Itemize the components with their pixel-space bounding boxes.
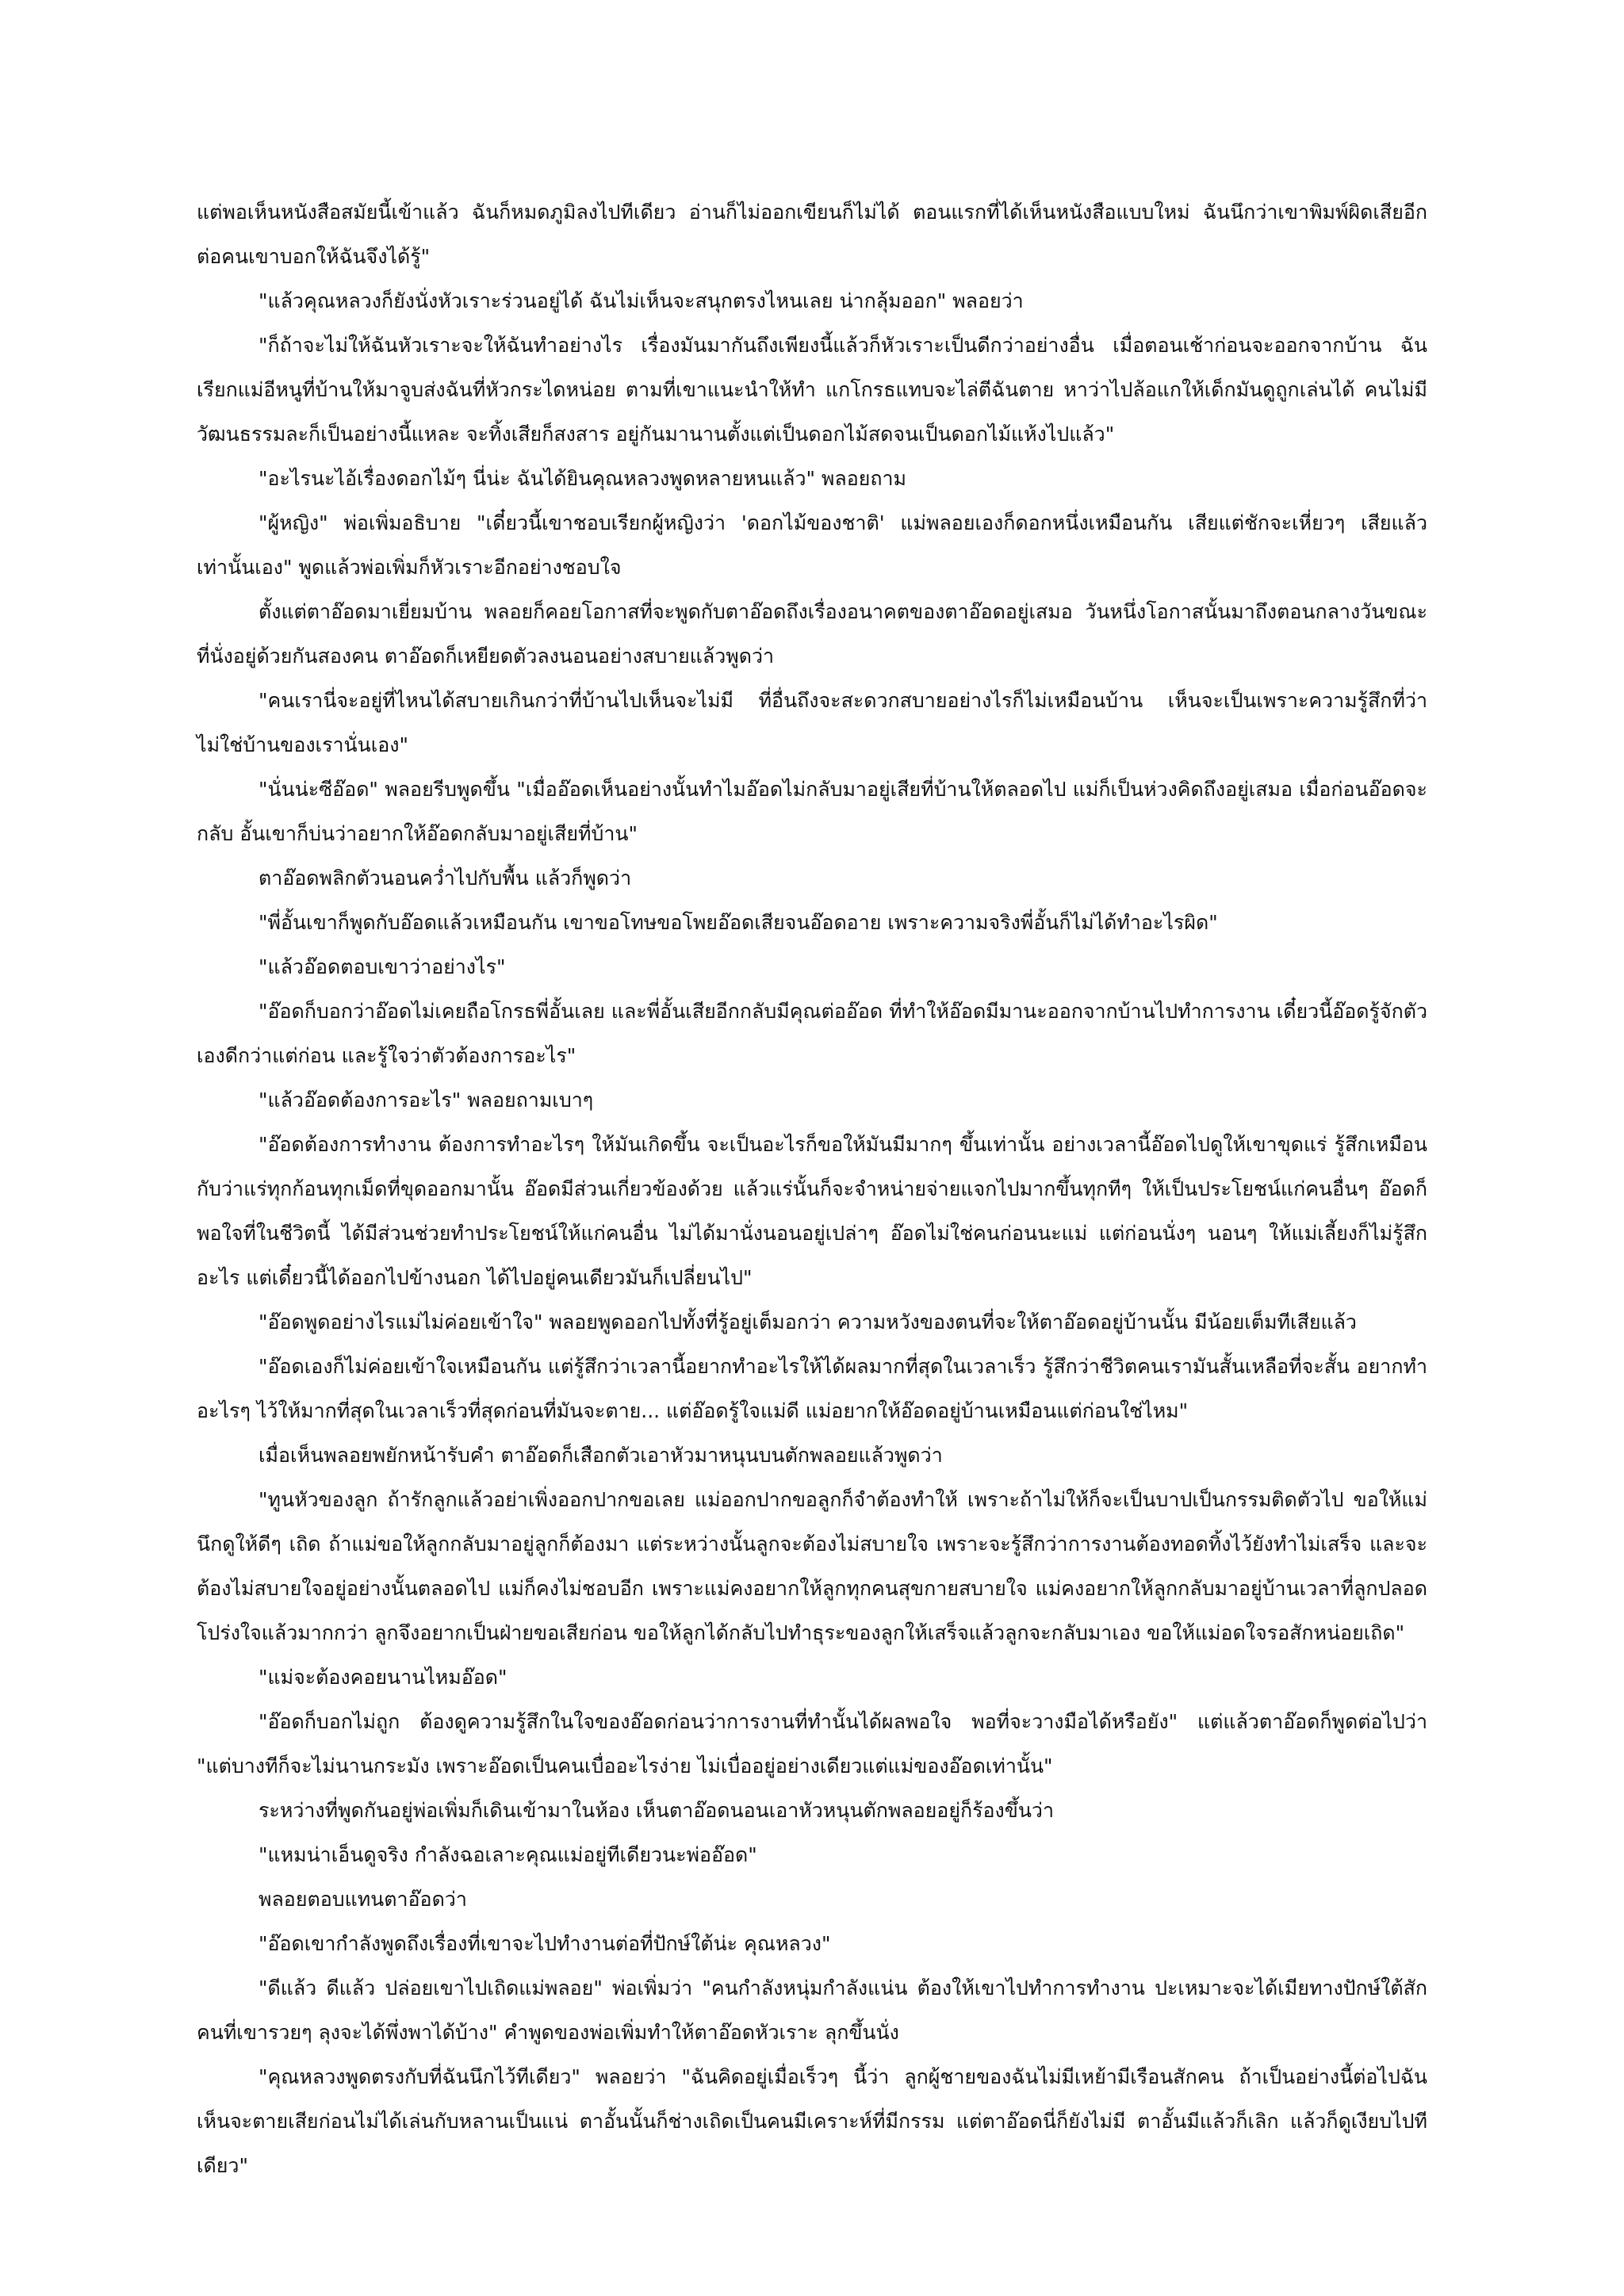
paragraph: "แล้วอ๊อดต้องการอะไร" พลอยถามเบาๆ	[259, 1089, 594, 1112]
paragraph: "ผู้หญิง" พ่อเพิ่มอธิบาย "เดี๋ยวนี้เขาชอบเรียกผู้หญิงว่า 'ดอกไม้ของชาติ' แม่พลอยเองก็ดอกหนึ่งเหมือนกัน เสียแต่ชักจะเหี่ยวๆ เสียแล้วเท่านั้นเอง" พูดแล้วพ่อเพิ่มก็หัวเราะอีกอย่างชอบใจ	[197, 511, 1427, 579]
paragraph: "แหมน่าเอ็นดูจริง กำลังฉอเลาะคุณแม่อยู่ทีเดียวนะพ่ออ๊อด"	[259, 1843, 757, 1866]
paragraph: "อ๊อดต้องการทำงาน ต้องการทำอะไรๆ ให้มันเกิดขึ้น จะเป็นอะไรก็ขอให้มันมีมากๆ ขึ้นเท่านั้น อย่างเวลานี้อ๊อดไปดูให้เขาขุดแร่ รู้สึกเหมือนกับว่าแร่ทุกก้อนทุกเม็ดที่ขุดออกมานั้น อ๊อดมีส่วนเกี่ยวข้องด้วย แล้วแร่นั้นก็จะจำหน่ายจ่ายแจกไปมากขึ้นทุกทีๆ ให้เป็นประโยชน์แก่คนอื่นๆ อ๊อดก็พอใจที่ในชีวิตนี้ ได้มีส่วนช่วยทำประโยชน์ให้แก่คนอื่น ไม่ได้มานั่งนอนอยู่เปล่าๆ อ๊อดไม่ใช่คนก่อนนะแม่ แต่ก่อนนั่งๆ นอนๆ ให้แม่เลี้ยงก็ไม่รู้สึกอะไร แต่เดี๋ยวนี้ได้ออกไปข้างนอก ได้ไปอยู่คนเดียวมันก็เปลี่ยนไป"	[197, 1133, 1427, 1289]
paragraph: "อ๊อดก็บอกไม่ถูก ต้องดูความรู้สึกในใจของอ๊อดก่อนว่าการงานที่ทำนั้นได้ผลพอใจ พอที่จะวางมือได้หรือยัง" แต่แล้วตาอ๊อดก็พูดต่อไปว่า "แต่บางทีก็จะไม่นานกระมัง เพราะอ๊อดเป็นคนเบื่ออะไรง่าย ไม่เบื่ออยู่อย่างเดียวแต่แม่ของอ๊อดเท่านั้น"	[197, 1710, 1427, 1777]
paragraph: พลอยตอบแทนตาอ๊อดว่า	[259, 1888, 467, 1911]
paragraph: "ก็ถ้าจะไม่ให้ฉันหัวเราะจะให้ฉันทำอย่างไร เรื่องมันมากันถึงเพียงนี้แล้วก็หัวเราะเป็นดีกว่าอย่างอื่น เมื่อตอนเช้าก่อนจะออกจากบ้าน ฉันเรียกแม่อีหนูที่บ้านให้มาจูบส่งฉันที่หัวกระไดหน่อย ตามที่เขาแนะนำให้ทำ แกโกรธแทบจะไล่ตีฉันตาย หาว่าไปล้อแกให้เด็กมันดูถูกเล่นได้ คนไม่มีวัฒนธรรมละก็เป็นอย่างนี้แหละ จะทิ้งเสียก็สงสาร อยู่กันมานานตั้งแต่เป็นดอกไม้สดจนเป็นดอกไม้แห้งไปแล้ว"	[197, 334, 1427, 446]
paragraph: "อะไรนะไอ้เรื่องดอกไม้ๆ นี่น่ะ ฉันได้ยินคุณหลวงพูดหลายหนแล้ว" พลอยถาม	[259, 467, 907, 490]
paragraph: "อ๊อดพูดอย่างไรแม่ไม่ค่อยเข้าใจ" พลอยพูดออกไปทั้งที่รู้อยู่เต็มอกว่า ความหวังของตนที่จะให้ตาอ๊อดอยู่บ้านนั้น มีน้อยเต็มทีเสียแล้ว	[259, 1311, 1357, 1334]
paragraph: "แล้วคุณหลวงก็ยังนั่งหัวเราะร่วนอยู่ได้ ฉันไม่เห็นจะสนุกตรงไหนเลย น่ากลุ้มออก" พลอยว่า	[259, 289, 1024, 312]
paragraph: ระหว่างที่พูดกันอยู่พ่อเพิ่มก็เดินเข้ามาในห้อง เห็นตาอ๊อดนอนเอาหัวหนุนตักพลอยอยู่ก็ร้องขึ้นว่า	[259, 1799, 1055, 1822]
paragraph: "ทูนหัวของลูก ถ้ารักลูกแล้วอย่าเพิ่งออกปากขอเลย แม่ออกปากขอลูกก็จำต้องทำให้ เพราะถ้าไม่ให้ก็จะเป็นบาปเป็นกรรมติดตัวไป ขอให้แม่นึกดูให้ดีๆ เถิด ถ้าแม่ขอให้ลูกกลับมาอยู่ลูกก็ต้องมา แต่ระหว่างนั้นลูกจะต้องไม่สบายใจ เพราะจะรู้สึกว่าการงานต้องทอดทิ้งไว้ยังทำไม่เสร็จ และจะต้องไม่สบายใจอยู่อย่างนั้นตลอดไป แม่ก็คงไม่ชอบอีก เพราะแม่คงอยากให้ลูกทุกคนสุขกายสบายใจ แม่คงอยากให้ลูกกลับมาอยู่บ้านเวลาที่ลูกปลอดโปร่งใจแล้วมากกว่า ลูกจึงอยากเป็นฝ่ายขอเสียก่อน ขอให้ลูกได้กลับไปทำธุระของลูกให้เสร็จแล้วลูกจะกลับมาเอง ขอให้แม่อดใจรอสักหน่อยเถิด"	[197, 1488, 1427, 1644]
paragraph: "อ๊อดเองก็ไม่ค่อยเข้าใจเหมือนกัน แต่รู้สึกว่าเวลานี้อยากทำอะไรให้ได้ผลมากที่สุดในเวลาเร็ว รู้สึกว่าชีวิตคนเรามันสั้นเหลือที่จะสั้น อยากทำอะไรๆ ไว้ให้มากที่สุดในเวลาเร็วที่สุดก่อนที่มันจะตาย... แต่อ๊อดรู้ใจแม่ดี แม่อยากให้อ๊อดอยู่บ้านเหมือนแต่ก่อนใช่ไหม"	[197, 1355, 1427, 1422]
paragraph: "พี่อั้นเขาก็พูดกับอ๊อดแล้วเหมือนกัน เขาขอโทษขอโพยอ๊อดเสียจนอ๊อดอาย เพราะความจริงพี่อั้นก็ไม่ได้ทำอะไรผิด"	[259, 911, 1218, 934]
paragraph: "คนเรานี่จะอยู่ที่ไหนได้สบายเกินกว่าที่บ้านไปเห็นจะไม่มี ที่อื่นถึงจะสะดวกสบายอย่างไรก็ไม่เหมือนบ้าน เห็นจะเป็นเพราะความรู้สึกที่ว่าไม่ใช่บ้านของเรานั่นเอง"	[197, 689, 1427, 756]
paragraph: "อ๊อดเขากำลังพูดถึงเรื่องที่เขาจะไปทำงานต่อที่ปักษ์ใต้น่ะ คุณหลวง"	[259, 1932, 831, 1955]
paragraph: "นั่นน่ะซีอ๊อด" พลอยรีบพูดขึ้น "เมื่ออ๊อดเห็นอย่างนั้นทำไมอ๊อดไม่กลับมาอยู่เสียที่บ้านให้ตลอดไป แม่ก็เป็นห่วงคิดถึงอยู่เสมอ เมื่อก่อนอ๊อดจะกลับ อั้นเขาก็บ่นว่าอยากให้อ๊อดกลับมาอยู่เสียที่บ้าน"	[197, 778, 1427, 845]
paragraph: "อ๊อดก็บอกว่าอ๊อดไม่เคยถือโกรธพี่อั้นเลย และพี่อั้นเสียอีกกลับมีคุณต่ออ๊อด ที่ทำให้อ๊อดมีมานะออกจากบ้านไปทำการงาน เดี๋ยวนี้อ๊อดรู้จักตัวเองดีกว่าแต่ก่อน และรู้ใจว่าตัวต้องการอะไร"	[197, 1000, 1427, 1067]
paragraph: ตาอ๊อดพลิกตัวนอนคว่ำไปกับพื้น แล้วก็พูดว่า	[259, 867, 632, 890]
paragraph: ตั้งแต่ตาอ๊อดมาเยี่ยมบ้าน พลอยก็คอยโอกาสที่จะพูดกับตาอ๊อดถึงเรื่องอนาคตของตาอ๊อดอยู่เสมอ วันหนึ่งโอกาสนั้นมาถึงตอนกลางวันขณะที่นั่งอยู่ด้วยกันสองคน ตาอ๊อดก็เหยียดตัวลงนอนอย่างสบายแล้วพูดว่า	[197, 600, 1427, 668]
paragraph: "ดีแล้ว ดีแล้ว ปล่อยเขาไปเถิดแม่พลอย" พ่อเพิ่มว่า "คนกำลังหนุ่มกำลังแน่น ต้องให้เขาไปทำการทำงาน ปะเหมาะจะได้เมียทางปักษ์ใต้สักคนที่เขารวยๆ ลุงจะได้พึ่งพาได้บ้าง" คำพูดของพ่อเพิ่มทำให้ตาอ๊อดหัวเราะ ลุกขึ้นนั่ง	[197, 1976, 1427, 2044]
paragraph: แต่พอเห็นหนังสือสมัยนี้เข้าแล้ว ฉันก็หมดภูมิลงไปทีเดียว อ่านก็ไม่ออกเขียนก็ไม่ได้ ตอนแรกที่ได้เห็นหนังสือแบบใหม่ ฉันนึกว่าเขาพิมพ์ผิดเสียอีก ต่อคนเขาบอกให้ฉันจึงได้รู้"	[197, 201, 1427, 268]
paragraph: "แม่จะต้องคอยนานไหมอ๊อด"	[259, 1666, 508, 1689]
paragraph: "แล้วอ๊อดตอบเขาว่าอย่างไร"	[259, 955, 506, 978]
paragraph: "คุณหลวงพูดตรงกับที่ฉันนึกไว้ทีเดียว" พลอยว่า "ฉันคิดอยู่เมื่อเร็วๆ นี้ว่า ลูกผู้ชายของฉันไม่มีเหย้ามีเรือนสักคน ถ้าเป็นอย่างนี้ต่อไปฉันเห็นจะตายเสียก่อนไม่ได้เล่นกับหลานเป็นแน่ ตาอั้นนั้นก็ช่างเถิดเป็นคนมีเคราะห์ที่มีกรรม แต่ตาอ๊อดนี่ก็ยังไม่มี ตาอั้นมีแล้วก็เลิก แล้วก็ดูเงียบไปทีเดียว"	[197, 2065, 1427, 2177]
paragraph: เมื่อเห็นพลอยพยักหน้ารับคำ ตาอ๊อดก็เสือกตัวเอาหัวมาหนุนบนตักพลอยแล้วพูดว่า	[259, 1444, 943, 1467]
